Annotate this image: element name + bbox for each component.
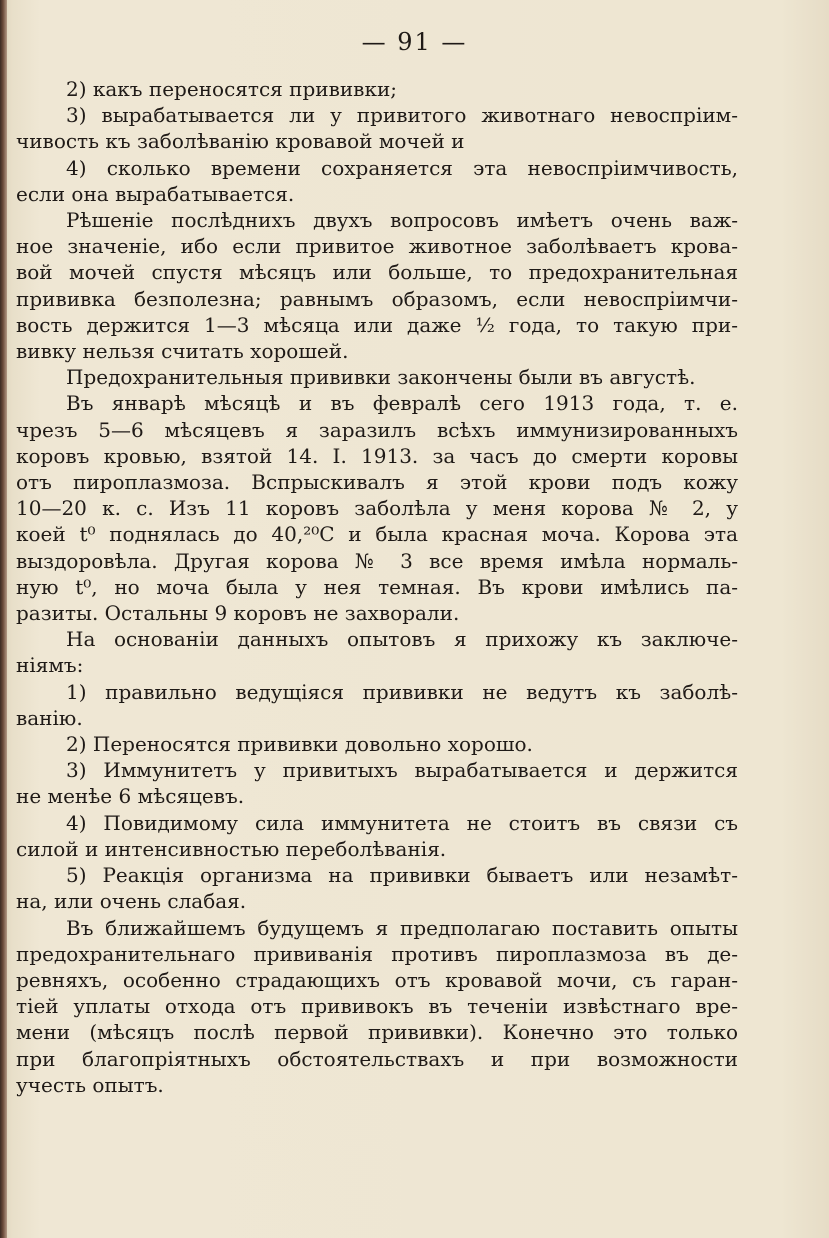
text-line: 10—20 к. с. Изъ 11 коровъ заболѣла у меня корова № 2, у	[16, 496, 738, 521]
text-line: разиты. Остальны 9 коровъ не захворали.	[16, 601, 460, 626]
text-line: 2) Переносятся прививки довольно хорошо.	[66, 732, 533, 757]
text-line: чивость къ заболѣванію кровавой мочей и	[16, 129, 465, 154]
text-line: 3) вырабатывается ли у привитого животнаго невоспріим-	[66, 103, 738, 128]
text-line: 3) Иммунитетъ у привитыхъ вырабатывается и держится	[66, 758, 738, 783]
text-line: ванію.	[16, 705, 83, 730]
text-line: мени (мѣсяцъ послѣ первой прививки). Конечно это только	[16, 1020, 738, 1045]
text-line: 1) правильно ведущіяся прививки не ведутъ къ заболѣ-	[66, 679, 738, 704]
text-line: вивку нельзя считать хорошей.	[16, 339, 349, 364]
text-line: На основаніи данныхъ опытовъ я прихожу къ заключе-	[66, 627, 738, 652]
text-line: тіей уплаты отхода отъ прививокъ въ теченіи извѣстнаго вре-	[16, 994, 738, 1019]
text-line: предохранительнаго прививанія противъ пироплазмоза въ де-	[16, 941, 738, 966]
text-line: если она вырабатывается.	[16, 181, 295, 206]
text-line: отъ пироплазмоза. Вспрыскивалъ я этой крови подъ кожу	[16, 470, 738, 495]
text-line: ную t⁰, но моча была у нея темная. Въ крови имѣлись па-	[16, 574, 738, 599]
text-line: Въ январѣ мѣсяцѣ и въ февралѣ сего 1913 года, т. е.	[66, 391, 738, 416]
text-line: чрезъ 5—6 мѣсяцевъ я заразилъ всѣхъ иммунизированныхъ	[16, 417, 738, 442]
body-text	[16, 76, 738, 1098]
text-line: ніямъ:	[16, 653, 84, 678]
text-line: 4) Повидимому сила иммунитета не стоитъ въ связи съ	[66, 810, 738, 835]
text-line: силой и интенсивностью переболѣванія.	[16, 836, 447, 861]
text-line: Рѣшеніе послѣднихъ двухъ вопросовъ имѣетъ очень важ-	[66, 208, 738, 233]
binding-edge	[0, 0, 7, 1238]
text-line: 4) сколько времени сохраняется эта невоспріимчивость,	[66, 155, 738, 180]
text-line: при благопріятныхъ обстоятельствахъ и при возможности	[16, 1046, 738, 1071]
text-line: учесть опытъ.	[16, 1072, 164, 1097]
text-line: ревняхъ, особенно страдающихъ отъ кровавой мочи, съ гаран-	[16, 967, 738, 992]
page-number: — 91 —	[361, 28, 468, 56]
text-line: выздоровѣла. Другая корова № 3 все время имѣла нормаль-	[16, 548, 738, 573]
text-line: Предохранительныя прививки закончены были въ августѣ.	[66, 365, 696, 390]
text-line: вость держится 1—3 мѣсяца или даже ½ года, то такую при-	[16, 312, 738, 337]
text-line: прививка безполезна; равнымъ образомъ, если невоспріимчи-	[16, 286, 738, 311]
text-line: коровъ кровью, взятой 14. I. 1913. за часъ до смерти коровы	[16, 443, 738, 468]
text-line: не менѣе 6 мѣсяцевъ.	[16, 784, 245, 809]
text-line: ное значеніе, ибо если привитое животное заболѣваетъ крова-	[16, 234, 738, 259]
text-line: Въ ближайшемъ будущемъ я предполагаю поставить опыты	[66, 915, 738, 940]
text-line: коей t⁰ поднялась до 40,²⁰С и была красная моча. Корова эта	[16, 522, 738, 547]
text-line: 2) какъ переносятся прививки;	[66, 77, 398, 101]
text-line: 5) Реакція организма на прививки бываетъ или незамѣт-	[66, 863, 738, 888]
text-line: на, или очень слабая.	[16, 889, 247, 914]
text-line: вой мочей спустя мѣсяцъ или больше, то предохранительная	[16, 260, 738, 285]
